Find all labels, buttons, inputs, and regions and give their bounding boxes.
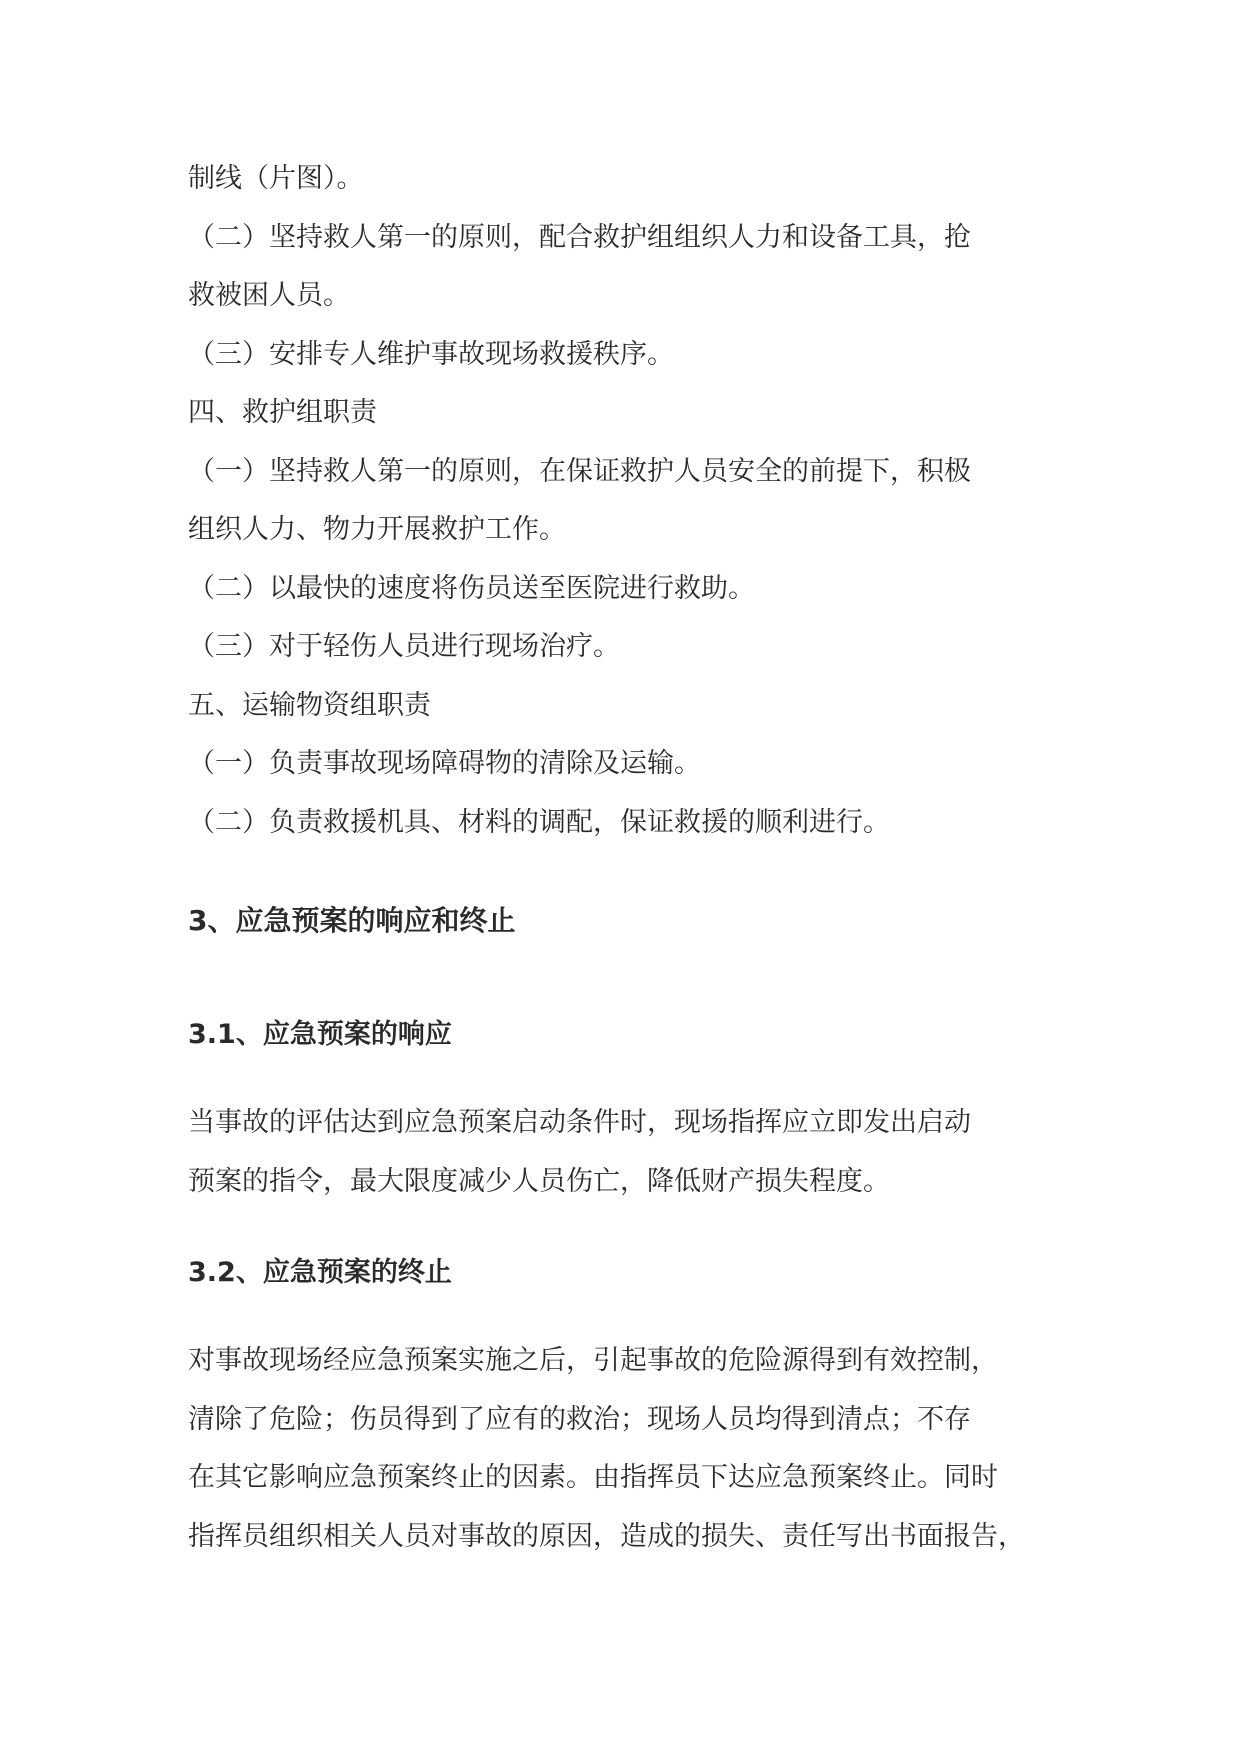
duty-list-block [188, 150, 1088, 852]
text-line: （三）安排专人维护事故现场救援秩序。 [188, 338, 674, 370]
text-line: 救被困人员。 [188, 280, 350, 311]
text-line: 指挥员组织相关人员对事故的原因，造成的损失、责任写出书面报告， [188, 1520, 1025, 1552]
text-line: 在其它影响应急预案终止的因素。由指挥员下达应急预案终止。同时 [188, 1462, 998, 1493]
subsection-heading-rescue-team: 四、救护组职责 [188, 397, 377, 428]
section-3-2-body [188, 1332, 1088, 1566]
subsection-heading-transport-team: 五、运输物资组职责 [188, 689, 431, 721]
text-line: 对事故现场经应急预案实施之后，引起事故的危险源得到有效控制， [188, 1345, 998, 1376]
section-3-1-heading: 3.1、应急预案的响应 [188, 1019, 452, 1050]
section-3-heading: 3、应急预案的响应和终止 [188, 904, 516, 937]
text-line: （二）坚持救人第一的原则，配合救护组组织人力和设备工具，抢 [188, 221, 971, 253]
section-3-2-heading: 3.2、应急预案的终止 [188, 1257, 452, 1288]
text-line: （一）坚持救人第一的原则，在保证救护人员安全的前提下，积极 [188, 455, 971, 487]
text-line: 制线（片图）。 [188, 163, 364, 194]
text-line: （二）负责救援机具、材料的调配，保证救援的顺利进行。 [188, 806, 890, 838]
section-3-1-body [188, 1094, 1088, 1211]
text-line: 当事故的评估达到应急预案启动条件时，现场指挥应立即发出启动 [188, 1107, 971, 1138]
text-line: 清除了危险；伤员得到了应有的救治；现场人员均得到清点；不存 [188, 1403, 971, 1435]
text-line: 组织人力、物力开展救护工作。 [188, 514, 566, 545]
text-line: （一）负责事故现场障碍物的清除及运输。 [188, 748, 701, 779]
text-line: （二）以最快的速度将伤员送至医院进行救助。 [188, 572, 755, 604]
text-line: （三）对于轻伤人员进行现场治疗。 [188, 631, 620, 662]
document-page [188, 150, 1088, 1566]
text-line: 预案的指令，最大限度减少人员伤亡，降低财产损失程度。 [188, 1165, 890, 1197]
